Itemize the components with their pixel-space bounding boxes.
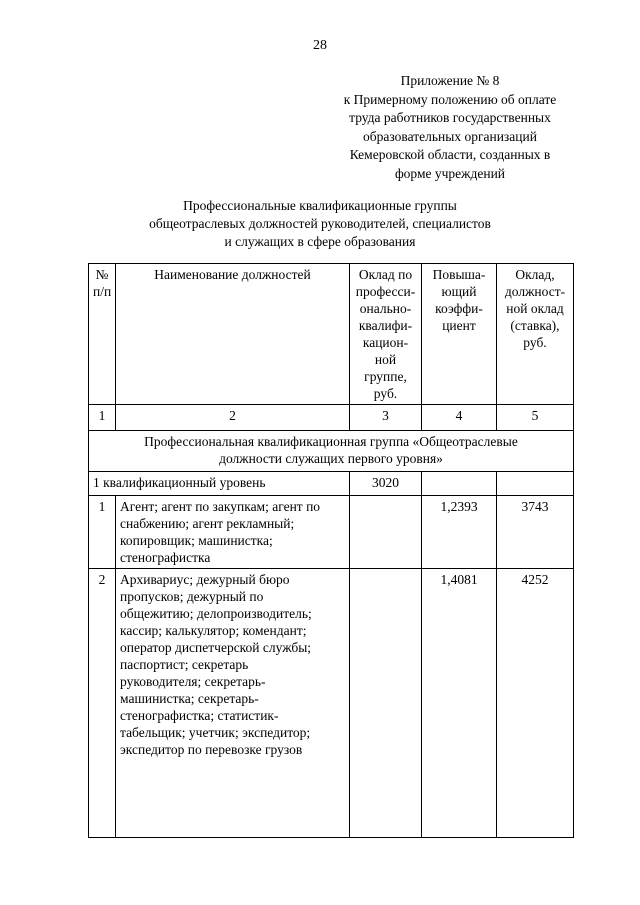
title-line: Профессиональные квалификационные группы bbox=[183, 198, 457, 213]
group-heading-row bbox=[89, 431, 574, 472]
appendix-line: форме учреждений bbox=[394, 165, 506, 181]
title-line: общеотраслевых должностей руководителей, специалистов bbox=[149, 216, 491, 231]
row-coefficient: 1,2393 bbox=[422, 496, 497, 569]
positions-table bbox=[88, 263, 574, 838]
row-salary bbox=[350, 569, 422, 838]
appendix-line: образовательных организаций bbox=[363, 128, 537, 144]
column-number: 3 bbox=[350, 405, 422, 431]
header-name: Наименование должностей bbox=[116, 264, 350, 405]
row-positions: Агент; агент по закупкам; агент по снабжению; агент рекламный; копировщик; машинистка; стенографистка bbox=[116, 496, 350, 569]
header-num: № п/п bbox=[89, 264, 116, 405]
header-coefficient: Повыша- ющий коэффи- циент bbox=[422, 264, 497, 405]
row-number: 1 bbox=[89, 496, 116, 569]
row-final-salary: 3743 bbox=[497, 496, 574, 569]
table-row bbox=[89, 569, 574, 838]
header-salary: Оклад по професси- онально- квалифи- кацион- ной группе, руб. bbox=[350, 264, 422, 405]
row-final-salary: 4252 bbox=[497, 569, 574, 838]
row-salary bbox=[350, 496, 422, 569]
document-title bbox=[80, 197, 560, 251]
column-number: 5 bbox=[497, 405, 574, 431]
level-label: 1 квалификационный уровень bbox=[89, 472, 350, 496]
appendix-line: Приложение № 8 bbox=[400, 73, 500, 88]
table-header-row bbox=[89, 264, 574, 405]
appendix-line: Кемеровской области, созданных в bbox=[349, 147, 551, 162]
page-number: 28 bbox=[313, 38, 327, 53]
level-empty-cell bbox=[422, 472, 497, 496]
column-number: 4 bbox=[422, 405, 497, 431]
level-salary: 3020 bbox=[350, 472, 422, 496]
column-number-row bbox=[89, 405, 574, 431]
row-coefficient: 1,4081 bbox=[422, 569, 497, 838]
column-number: 2 bbox=[116, 405, 350, 431]
row-number: 2 bbox=[89, 569, 116, 838]
level-row bbox=[89, 472, 574, 496]
appendix-line: к Примерному положению об оплате bbox=[343, 91, 557, 107]
header-final-salary: Оклад, должност- ной оклад (ставка), руб. bbox=[497, 264, 574, 405]
group-heading: Профессиональная квалификационная группа «Общеотраслевые должности служащих первого уровня» bbox=[89, 431, 574, 472]
title-line: и служащих в сфере образования bbox=[224, 234, 416, 249]
table-row bbox=[89, 496, 574, 569]
level-empty-cell bbox=[497, 472, 574, 496]
appendix-header bbox=[300, 72, 600, 183]
column-number: 1 bbox=[89, 405, 116, 431]
row-positions: Архивариус; дежурный бюро пропусков; дежурный по общежитию; делопроизводитель; кассир; калькулятор; комендант; оператор диспетчерской службы; паспортист; секретарь руководителя; секретарь- машинистка; секретарь- стенографистка; статистик- табельщик; учетчик; экспедитор; экспедитор по перевозке грузов bbox=[116, 569, 350, 838]
appendix-line: труда работников государственных bbox=[349, 110, 551, 125]
